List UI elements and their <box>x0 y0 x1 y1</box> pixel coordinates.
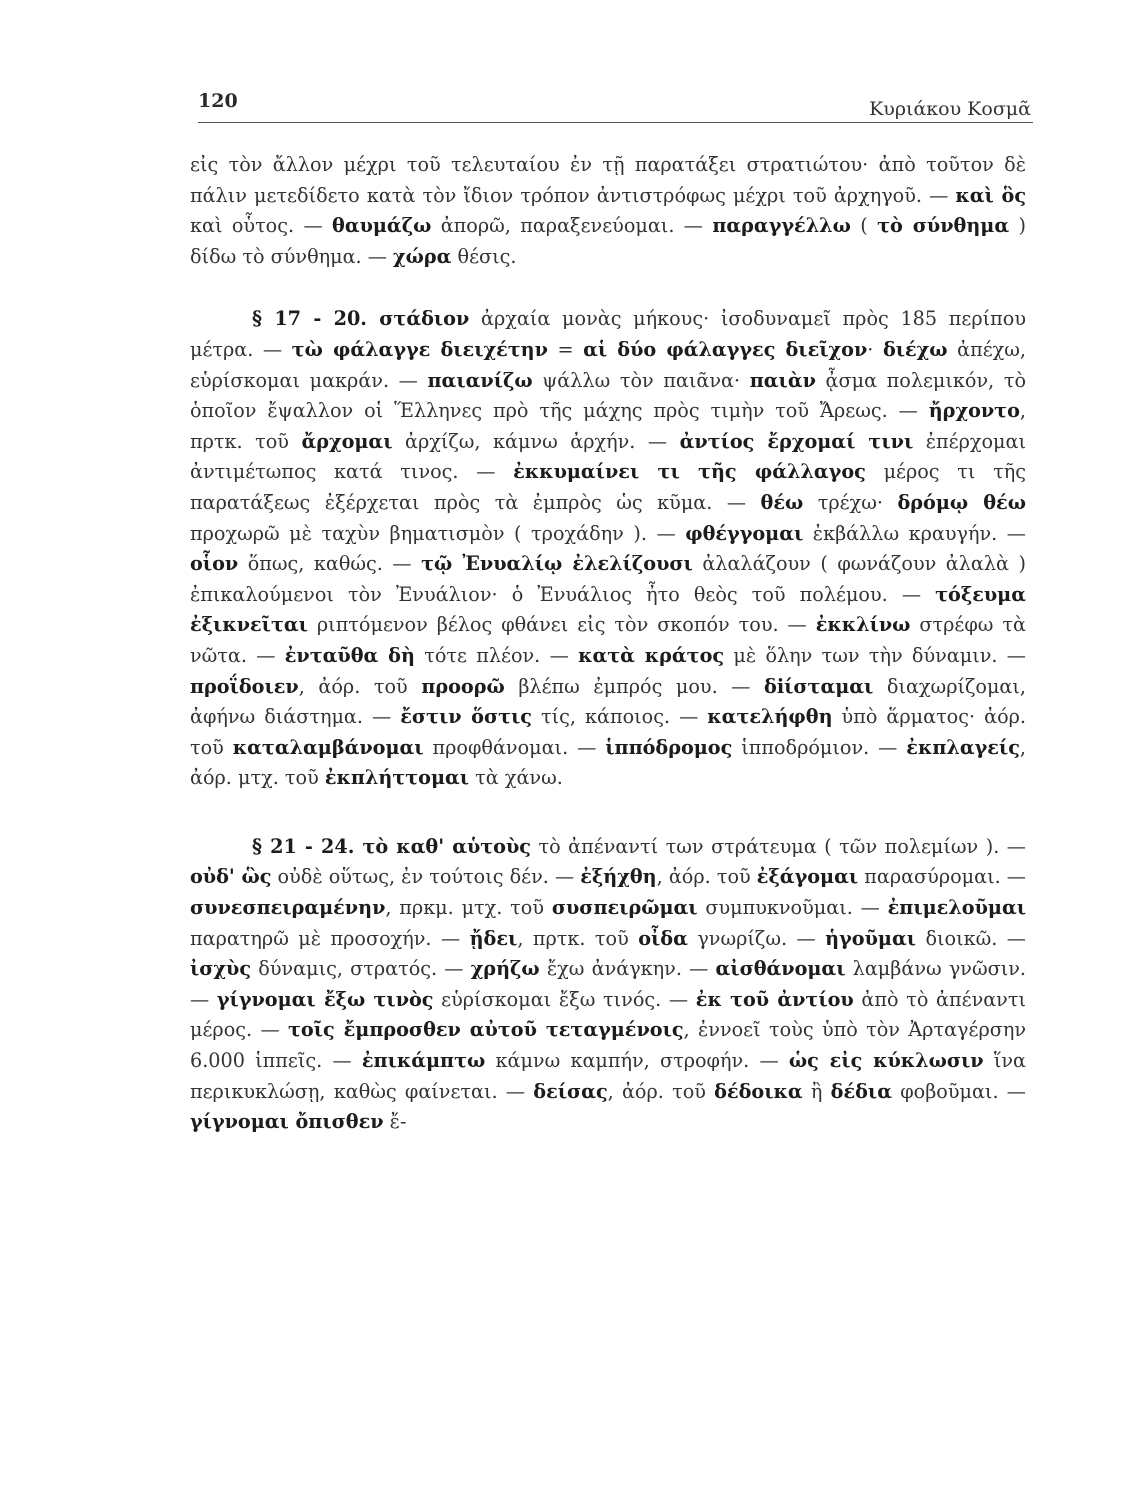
headword: θέω <box>760 490 804 514</box>
headword: διέχω <box>882 337 948 361</box>
gloss-text: ἀρχίζω, κάμνω ἀρχήν. — <box>392 429 680 453</box>
headword: αἱ δύο φάλαγγες διεῖχον <box>583 337 868 361</box>
gloss-text: διαχωρίζομαι, ἀφήνω διάστημα. — <box>190 674 1026 729</box>
gloss-text: ὅπως, καθώς. — <box>238 552 422 576</box>
headword: ἐκκυμαίνει τι τῆς φάλλαγος <box>513 460 866 484</box>
headword: τοῖς ἔμπροσθεν αὐτοῦ τεταγμένοις <box>288 1018 684 1042</box>
gloss-text: ἔ- <box>383 1110 407 1134</box>
headword: θαυμάζω <box>332 214 432 238</box>
gloss-text: ψάλλω τὸν παιᾶνα· <box>532 368 750 392</box>
headword: οἷον <box>190 552 239 576</box>
headword: τόξευμα ἐξικνεῖται <box>190 582 1026 637</box>
gloss-text: ᾆσμα πολεμικόν, τὸ ὁποῖον ἔψαλλον οἱ Ἕλληνες πρὸ τῆς μάχης πρὸς τιμὴν τοῦ Ἄρεως. — <box>190 368 1027 423</box>
gloss-text: ἵνα περικυκλώσῃ, καθὼς φαίνεται. — <box>190 1049 1026 1103</box>
headword: ὡς εἰς κύκλωσιν <box>788 1049 984 1073</box>
page-number: 120 <box>198 90 238 112</box>
gloss-text: προχωρῶ μὲ ταχὺν βηματισμὸν ( τροχάδην ). — <box>190 521 686 545</box>
gloss-text: κάμνω καμπήν, στροφήν. — <box>485 1049 789 1073</box>
headword: χώρα <box>393 244 452 268</box>
gloss-text: = <box>547 337 584 361</box>
headword: τὼ φάλαγγε διειχέτην <box>291 337 548 361</box>
gloss-text: τὸ ἀπέναντί των στράτευμα ( τῶν πολεμίων ). — <box>530 834 1026 858</box>
gloss-text: παρασύρομαι. — <box>858 865 1026 889</box>
gloss-text: , πρκμ. μτχ. τοῦ <box>385 896 552 920</box>
running-title: Κυριάκου Κοσμᾶ <box>869 98 1031 120</box>
headword: χρήζω <box>470 957 540 981</box>
gloss-text: εἰς τὸν ἄλλον μέχρι τοῦ τελευταίου ἐν τῇ παρατάξει στρατιώτου· ἀπὸ τοῦτον δὲ πάλιν μετεδίδετο κατὰ τὸν ἴδιον τρόπον ἀντιστρόφως μέχρι τοῦ ἀρχηγοῦ. — <box>190 153 1026 207</box>
headword: ἄρχομαι <box>301 429 393 453</box>
gloss-text: · <box>867 337 883 361</box>
gloss-text: μέρος τι τῆς παρατάξεως ἐξέρχεται πρὸς τὰ ἐμπρὸς ὡς κῦμα. — <box>190 460 1026 514</box>
gloss-text: θέσις. <box>451 244 517 268</box>
headword: τὸ καθ' αὑτοὺς <box>362 834 531 858</box>
headword: κατελήφθη <box>707 705 833 729</box>
gloss-text: μὲ ὅλην των τὴν δύναμιν. — <box>724 643 1026 667</box>
headword: ἱππόδρομος <box>605 735 733 759</box>
gloss-text: τίς, κάποιος. — <box>531 705 708 729</box>
headword: γίγνομαι ὄπισθεν <box>190 1110 384 1134</box>
headword: συσπειρῶμαι <box>551 896 698 920</box>
gloss-text: ἐπέρχομαι ἀντιμέτωπος κατά τινος. — <box>190 429 1026 484</box>
gloss-text: ἀρχαία μονὰς μήκους· ἰσοδυναμεῖ πρὸς 185 περίπου μέτρα. — <box>190 307 1026 361</box>
body-text <box>190 150 1026 1138</box>
gloss-text: , ἀόρ. τοῦ <box>298 674 422 698</box>
headword: ἐκπλήττομαι <box>324 766 470 790</box>
gloss-text: προφθάνομαι. — <box>423 735 606 759</box>
headword: προΐδοιεν <box>190 674 299 698</box>
gloss-text: ἢ <box>802 1079 831 1103</box>
headword: ἰσχὺς <box>190 957 252 981</box>
headword: ᾔδει <box>469 926 518 950</box>
headword: δέδια <box>830 1079 892 1103</box>
gloss-text: τρέχω· <box>803 490 898 514</box>
headword: παιανίζω <box>427 368 533 392</box>
headword: γίγνομαι ἔξω τινὸς <box>216 987 434 1011</box>
gloss-text: συμπυκνοῦμαι. — <box>697 896 888 920</box>
running-head <box>198 88 1033 123</box>
gloss-text: , ἀόρ. τοῦ <box>656 865 757 889</box>
headword: ἡγοῦμαι <box>825 926 916 950</box>
gloss-text: διοικῶ. — <box>916 926 1026 950</box>
gloss-text: φοβοῦμαι. — <box>891 1079 1026 1103</box>
gloss-text: , ἀόρ. τοῦ <box>607 1079 715 1103</box>
headword: ἐξήχθη <box>580 865 657 889</box>
headword: κατὰ κράτος <box>578 643 725 667</box>
gloss-text: παρατηρῶ μὲ προσοχήν. — <box>190 926 470 950</box>
gloss-text: βλέπω ἐμπρός μου. — <box>504 674 765 698</box>
headword: παραγγέλλω <box>712 214 851 238</box>
headword: ἀντίος ἔρχομαί τινι <box>679 429 914 453</box>
gloss-text: ἱπποδρόμιον. — <box>732 735 907 759</box>
continued-paragraph <box>190 150 1026 272</box>
gloss-text: , πρτκ. τοῦ <box>190 399 1026 453</box>
gloss-text: οὐδὲ οὕτως, ἐν τούτοις δέν. — <box>271 865 581 889</box>
headword: τῷ Ἐνυαλίῳ ἐλελίζουσι <box>421 552 693 576</box>
gloss-text: εὑρίσκομαι ἔξω τινός. — <box>433 987 696 1011</box>
gloss-text: ( <box>850 214 878 238</box>
gloss-text: ἔχω ἀνάγκην. — <box>539 957 716 981</box>
gloss-text: γνωρίζω. — <box>687 926 826 950</box>
headword: ἐπιμελοῦμαι <box>887 896 1027 920</box>
headword: δείσας <box>533 1079 608 1103</box>
headword: οὐδ' ὣς <box>190 865 272 889</box>
gloss-text: ὑπὸ ἅρματος· ἀόρ. τοῦ <box>190 705 1026 759</box>
headword: καὶ ὃς <box>955 183 1027 207</box>
headword: § 17 - 20. <box>252 307 380 331</box>
gloss-text: λαμβάνω γνῶσιν. — <box>190 957 1026 1011</box>
headword: ἔστιν ὅστις <box>400 705 532 729</box>
section-paragraph <box>190 304 1026 794</box>
headword: ἐκπλαγείς <box>906 735 1020 759</box>
headword: ἐξάγομαι <box>756 865 859 889</box>
gloss-text: ριπτόμενον βέλος φθάνει εἰς τὸν σκοπόν του. — <box>307 613 816 637</box>
headword: ἐπικάμπτω <box>361 1049 486 1073</box>
gloss-text: , πρτκ. τοῦ <box>517 926 639 950</box>
gloss-text: ) δίδω τὸ σύνθημα. — <box>190 214 1026 268</box>
headword: δiίσταμαι <box>764 674 874 698</box>
headword: αἰσθάνομαι <box>715 957 846 981</box>
gloss-text: δύναμις, στρατός. — <box>251 957 471 981</box>
headword: στάδιον <box>379 307 470 331</box>
gloss-text: ἀπορῶ, παραξενεύομαι. — <box>431 214 713 238</box>
headword: οἶδα <box>638 926 688 950</box>
gloss-text: τότε πλέον. — <box>414 643 579 667</box>
gloss-text: ἀπέχω, εὑρίσκομαι μακράν. — <box>190 337 1027 392</box>
headword: § 21 - 24. <box>252 834 363 858</box>
headword: ἤρχοντο <box>928 399 1020 423</box>
headword: καταλαμβάνομαι <box>232 735 424 759</box>
headword: ἐνταῦθα δὴ <box>284 643 415 667</box>
headword: δρόμῳ θέω <box>897 490 1026 514</box>
gloss-text: , ἐννοεῖ τοὺς ὑπὸ τὸν Ἀρταγέρσην 6.000 ἱππεῖς. — <box>190 1018 1026 1073</box>
gloss-text: ἀπὸ τὸ ἀπέναντι μέρος. — <box>190 987 1026 1042</box>
headword: δέδοικα <box>714 1079 803 1103</box>
headword: ἐκκλίνω <box>815 613 911 637</box>
headword: προορῶ <box>421 674 505 698</box>
gloss-text: ἀλαλάζουν ( φωνάζουν ἀλαλὰ ) ἐπικαλούμενοι τὸν Ἐνυάλιον· ὁ Ἐνυάλιος ἦτο θεὸς τοῦ πολέμου. — <box>190 552 1026 606</box>
headword: τὸ σύνθημα <box>877 214 1010 238</box>
headword: φθέγγομαι <box>685 521 804 545</box>
gloss-text: ἐκβάλλω κραυγήν. — <box>803 521 1026 545</box>
headword: συνεσπειραμένην <box>190 896 386 920</box>
headword: ἐκ τοῦ ἀντίου <box>695 987 854 1011</box>
headword: παιὰν <box>749 368 816 392</box>
gloss-text: , ἀόρ. μτχ. τοῦ <box>190 735 1026 790</box>
section-paragraph <box>190 832 1026 1138</box>
gloss-text: τὰ χάνω. <box>469 766 563 790</box>
gloss-text: στρέφω τὰ νῶτα. — <box>190 613 1026 667</box>
gloss-text: καὶ οὗτος. — <box>190 214 333 238</box>
